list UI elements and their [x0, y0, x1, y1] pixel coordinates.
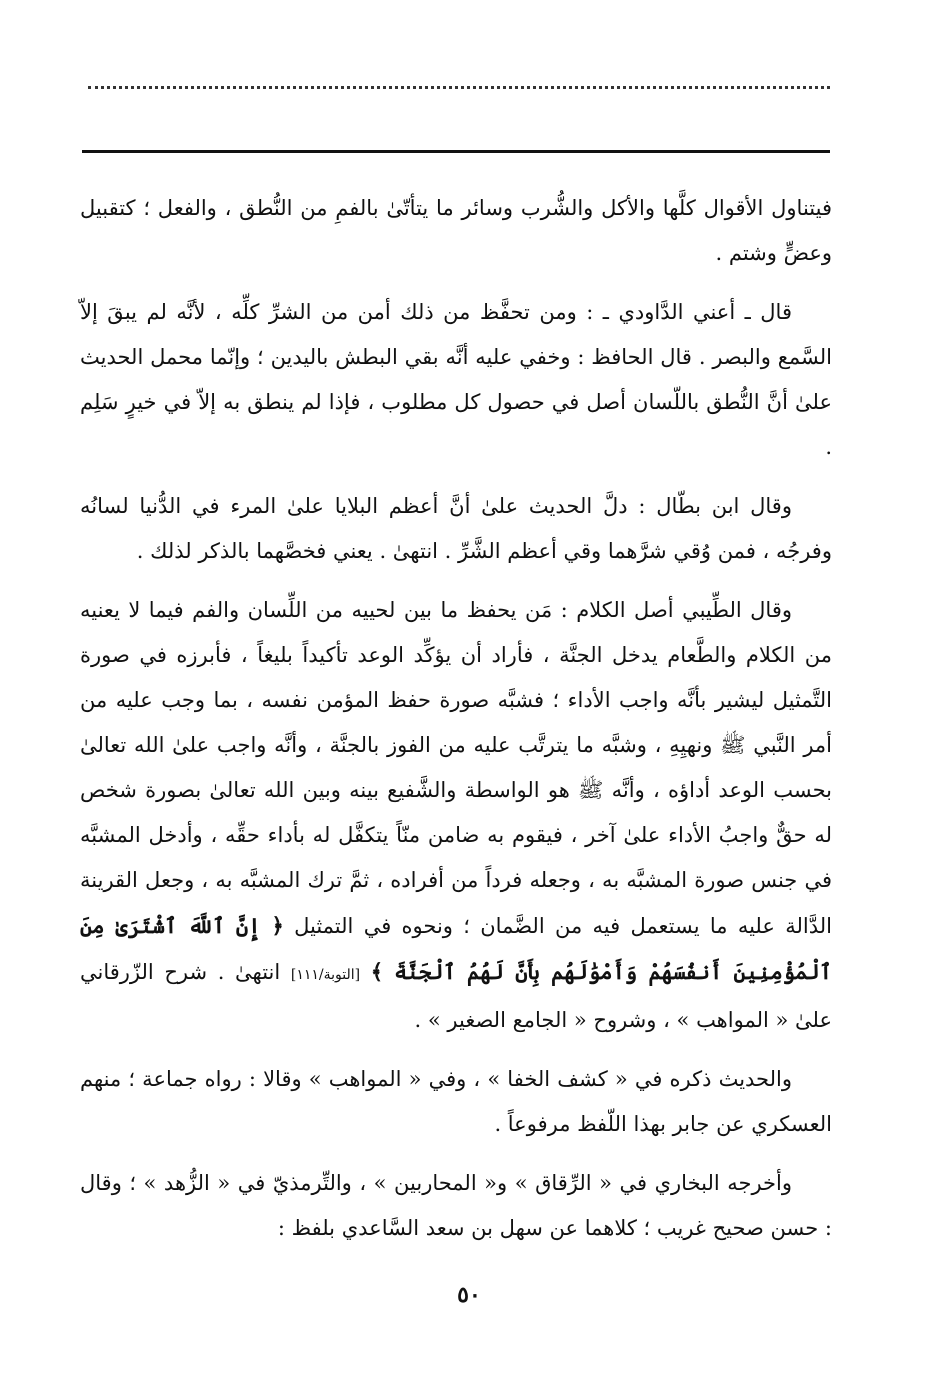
- header-dotted-line: [88, 86, 830, 102]
- paragraph-ibn-battal: وقال ابن بطّال : دلَّ الحديث علىٰ أنَّ أعظم البلايا علىٰ المرء في الدُّنيا لسانُه وفرجُه ، فمن وُقي شرَّهما وقي أعظم الشَّرِّ . انتهىٰ . يعني فخصَّهما بالذكر لذلك .: [80, 494, 832, 563]
- header-rule: [82, 150, 830, 153]
- after-verse-text: انتهىٰ . شرح الزّرقاني علىٰ « المواهب » ، وشروح « الجامع الصغير » .: [80, 960, 832, 1032]
- paragraph-dawudi: قال ـ أعني الدَّاودي ـ : ومن تحفَّظ من ذلك أمن من الشرِّ كلِّه ، لأنَّه لم يبقَ إلاّ السَّمع والبصر . قال الحافظ : وخفي عليه أنَّه بقي البطش باليدين ؛ وإنّما محمل الحديث علىٰ أنَّ النُّطق باللّسان أصل في حصول كل مطلوب ، فإذا لم ينطق به إلاّ في خيرٍ سَلِم .: [80, 300, 832, 459]
- verse-reference: [التوبة/١١١]: [290, 967, 361, 983]
- paragraph-tibi: [80, 588, 832, 1043]
- quran-verse: ﴿ إِنَّ ٱللَّهَ ٱشْتَرَىٰ مِنَ ٱلْمُؤْمِنِينَ أَنفُسَهُمْ وَأَمْوَٰلَهُم بِأَنَّ لَهُمُ ٱلْجَنَّةَ ﴾: [80, 913, 832, 984]
- paragraph-bukhari: وأخرجه البخاري في « الرِّقاق » و« المحاربين » ، والتِّرمذيّ في « الزُّهد » ؛ وقال : حسن صحيح غريب ؛ كلاهما عن سهل بن سعد السَّاعدي بلفظ :: [80, 1171, 832, 1240]
- paragraph-tibi-text: وقال الطِّيبي أصل الكلام : مَن يحفظ ما بين لحييه من اللِّسان والفم فيما لا يعنيه من الكلام والطَّعام يدخل الجنَّة ، فأراد أن يؤكِّد الوعد تأكيداً بليغاً ، فأبرزه في صورة التَّمثيل ليشير بأنَّه واجب الأداء ؛ فشبَّه صورة حفظ المؤمن نفسه ، بما وجب عليه من أمر النَّبي ﷺ ونهيِهِ ، وشبَّه ما يترتَّب عليه من الفوز بالجنَّة ، وأنَّه واجب علىٰ الله تعالىٰ بحسب الوعد أداؤه ، وأنَّه ﷺ هو الواسطة والشَّفيع بينه وبين الله تعالىٰ بصورة شخص له حقٌّ واجبُ الأداء علىٰ آخر ، فيقوم به ضامن منّاً يتكفَّل له بأداء حقِّه ، وأدخل المشبَّه في جنس صورة المشبَّه به ، وجعله فرداً من أفراده ، ثمَّ ترك المشبَّه به ، وجعل القرينة الدَّالة عليه ما يستعمل فيه من الضَّمان ؛ ونحوه في التمثيل: [80, 598, 832, 938]
- page-body: [80, 186, 832, 1265]
- paragraph-hadith-sources: والحديث ذكره في « كشف الخفا » ، وفي « المواهب » وقالا : رواه جماعة ؛ منهم العسكري عن جابر بهذا اللّفظ مرفوعاً .: [80, 1067, 832, 1136]
- page-number: ٥٠: [457, 1282, 481, 1308]
- paragraph-speech-scope: فيتناول الأقوال كلَّها والأكل والشُّرب وسائر ما يتأتّىٰ بالفمِ من النُّطق ، والفعل ؛ كتقبيل وعضٍّ وشتم .: [80, 196, 832, 265]
